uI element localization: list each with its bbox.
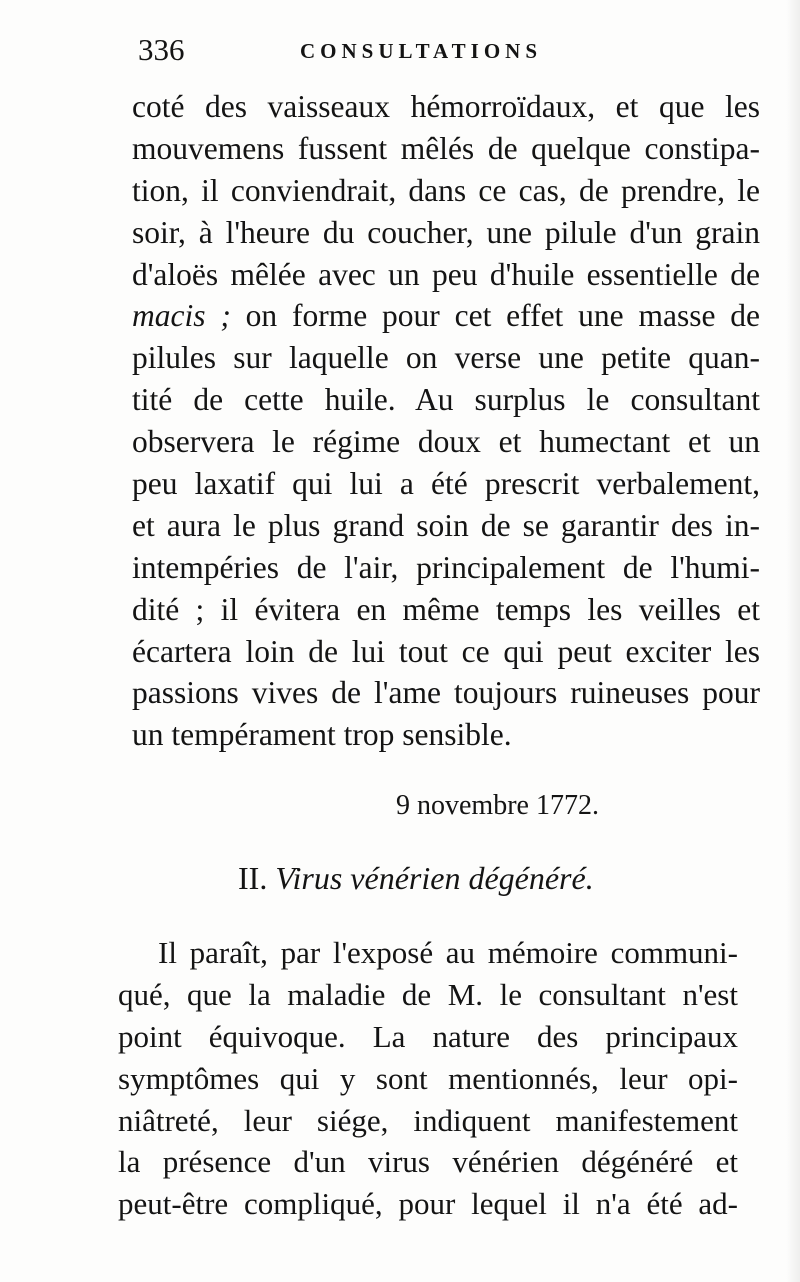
text-line: intempéries de l'air, principalement de l'humi- (132, 549, 760, 585)
text-line: symptômes qui y sont mentionnés, leur opi- (118, 1060, 738, 1096)
page-number: 336 (138, 32, 185, 67)
text-line: un tempérament trop sensible. (132, 717, 512, 753)
text-line: mouvemens fussent mêlés de quelque constipa- (132, 130, 760, 166)
section-number: II. (238, 860, 268, 896)
date-line: 9 novembre 1772. (396, 790, 599, 821)
text-line: point équivoque. La nature des principaux (118, 1018, 738, 1054)
text-line: dité ; il évitera en même temps les veilles et (132, 591, 760, 627)
section-heading (238, 856, 594, 900)
scan-edge-shading (786, 0, 800, 1282)
paragraph-1 (132, 86, 760, 756)
text-line: tion, il conviendrait, dans ce cas, de prendre, le (132, 172, 760, 208)
text-line: qué, que la maladie de M. le consultant n'est (118, 976, 738, 1012)
paragraph-2 (118, 932, 738, 1225)
text-line: peut-être compliqué, pour lequel il n'a été ad- (118, 1186, 738, 1222)
text-line: et aura le plus grand soin de se garantir des in- (132, 507, 760, 543)
text-line: écartera loin de lui tout ce qui peut exciter les (132, 633, 760, 669)
text-line: passions vives de l'ame toujours ruineuses pour (132, 675, 760, 711)
text-line: la présence d'un virus vénérien dégénéré et (118, 1144, 738, 1180)
running-title: CONSULTATIONS (300, 39, 543, 63)
text-line: niâtreté, leur siége, indiquent manifestement (118, 1102, 738, 1138)
section-title: Virus vénérien dégénéré. (275, 860, 594, 896)
text-line: d'aloës mêlée avec un peu d'huile essentielle de (132, 256, 760, 292)
text-line: coté des vaisseaux hémorroïdaux, et que les (132, 89, 760, 124)
text-line: peu laxatif qui lui a été prescrit verbalement, (132, 466, 760, 502)
text-line: tité de cette huile. Au surplus le consultant (132, 382, 760, 418)
text-line: Il paraît, par l'exposé au mémoire communi- (158, 935, 738, 970)
text-line: observera le régime doux et humectant et un (132, 424, 760, 460)
text-line: soir, à l'heure du coucher, une pilule d'un grain (132, 214, 760, 250)
text-line-with-italic (132, 295, 760, 337)
page-header (138, 30, 758, 74)
text-line: pilules sur laquelle on verse une petite quan- (132, 340, 760, 376)
italic-term-macis: macis ; (132, 298, 231, 334)
text-line-rest: on forme pour cet effet une masse de (245, 298, 761, 334)
